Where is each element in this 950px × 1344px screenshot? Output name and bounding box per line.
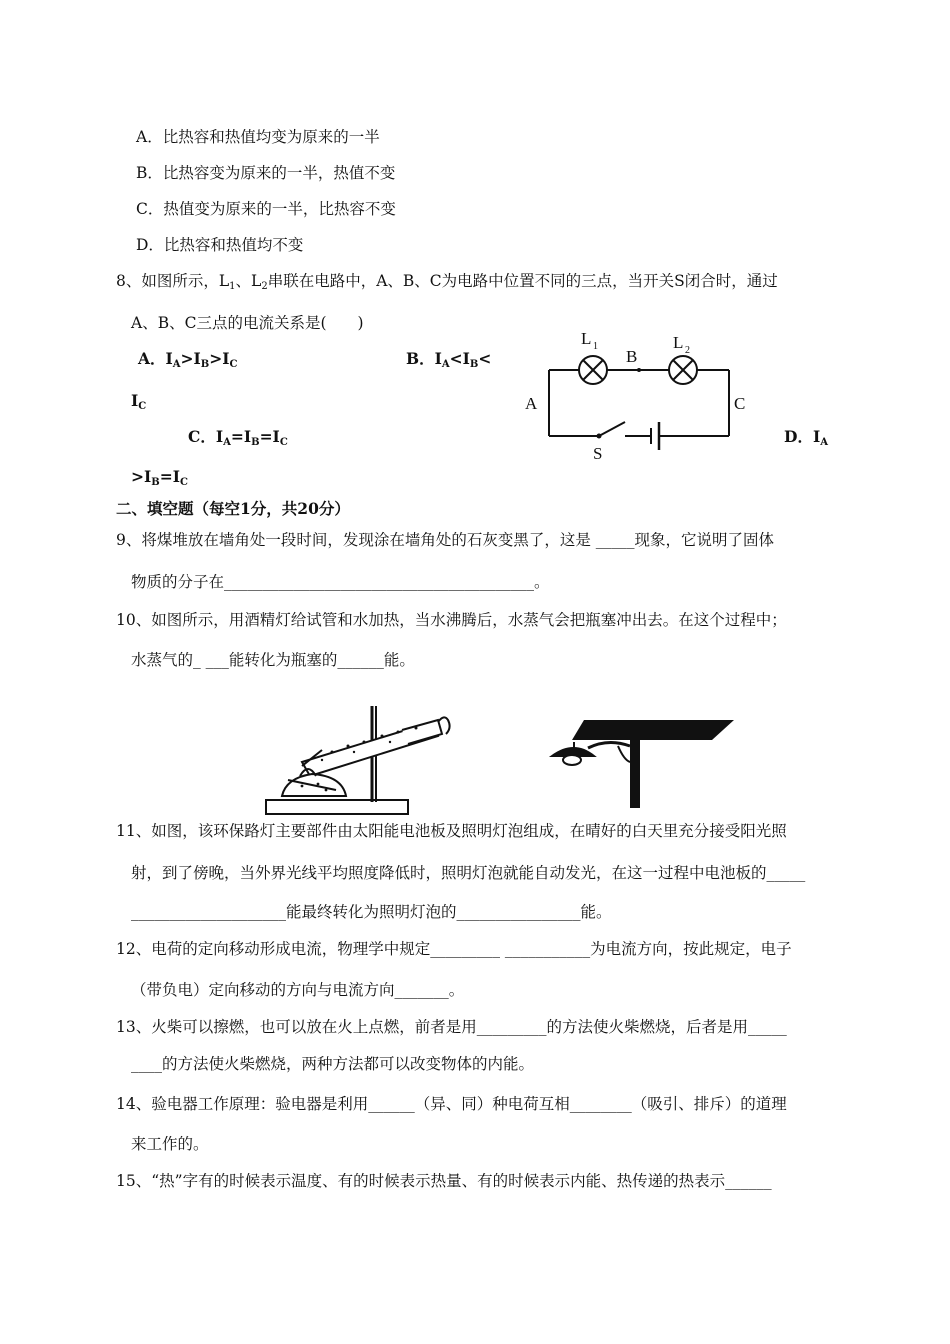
q11-line-2: 射，到了傍晚，当外界光线平均照度降低时，照明灯泡就能自动发光，在这一过程中电池板的_____ [131,864,806,882]
q7-option-c: C．热值变为原来的一半，比热容不变 [136,200,396,218]
solar-street-lamp-figure [548,712,738,810]
q8-option-d: D．$I_A$ [784,427,828,448]
label-l2: L [673,333,684,352]
label-l2-sub: 2 [685,345,690,356]
q8-option-b: B．$I_A<I_B<$ [406,349,492,370]
q7-option-b: B．比热容变为原来的一半，热值不变 [136,164,396,182]
q10-line-1: 10、如图所示，用酒精灯给试管和水加热，当水沸腾后，水蒸气会把瓶塞冲出去。在这个过程中； [116,611,787,629]
switch-pivot [597,434,602,439]
q9-line-2: 物质的分子在________________________________________。 [131,573,550,591]
label-b: B [626,347,638,366]
q11-line-1: 11、如图，该环保路灯主要部件由太阳能电池板及照明灯泡组成，在晴好的白天里充分接受阳光照 [116,822,787,840]
test-tube-heating-figure [262,700,452,818]
label-l1-sub: 1 [593,341,598,352]
q8-option-c: C．$I_A=I_B=I_C$ [188,427,288,448]
q8-stem-line-1: 8、如图所示，$L_1$、$L_2$串联在电路中，A、B、C为电路中位置不同的三点，当开关S闭合时，通过 [116,272,778,292]
label-l1: L [581,329,592,348]
q8-option-d-wrap: $>I_B=I_C$ [131,467,188,488]
q13-line-1: 13、火柴可以擦燃，也可以放在火上点燃，前者是用_________的方法使火柴燃烧，后者是用_____ [116,1018,787,1036]
q9-line-1: 9、将煤堆放在墙角处一段时间，发现涂在墙角处的石灰变黑了，这是 _____现象，它说明了固体 [116,531,775,549]
lamp-l1-icon [579,356,607,384]
q7-option-d: D．比热容和热值均不变 [136,236,304,254]
q10-line-2: 水蒸气的_ ___能转化为瓶塞的______能。 [131,651,415,669]
section-2-heading: 二、填空题（每空1分，共20分） [116,499,350,518]
q15-line-1: 15、“热”字有的时候表示温度、有的时候表示热量、有的时候表示内能、热传递的热表示______ [116,1172,772,1190]
lamp-l2-icon [669,356,697,384]
q14-line-2: 来工作的。 [131,1135,209,1153]
q12-line-2: （带负电）定向移动的方向与电流方向_______。 [131,981,465,999]
circuit-diagram [515,318,755,468]
q12-line-1: 12、电荷的定向移动形成电流，物理学中规定_________ ___________为电流方向，按此规定，电子 [116,940,792,958]
q11-line-3: ____________________能最终转化为照明灯泡的________________能。 [131,903,612,921]
q14-line-1: 14、验电器工作原理：验电器是利用______（异、同）种电荷互相________（吸引、排斥）的道理 [116,1095,787,1113]
q8-option-b-wrap: $I_C$ [131,391,147,412]
label-c: C [734,394,746,413]
label-a: A [525,394,538,413]
point-b-dot [637,368,641,372]
q13-line-2: ____的方法使火柴燃烧，两种方法都可以改变物体的内能。 [131,1055,535,1073]
q8-stem-line-2: A、B、C三点的电流关系是( ) [131,314,364,332]
q7-option-a: A．比热容和热值均变为原来的一半 [136,128,380,146]
q8-option-a: A．$I_A>I_B>I_C$ [138,349,238,370]
label-s: S [593,444,603,463]
